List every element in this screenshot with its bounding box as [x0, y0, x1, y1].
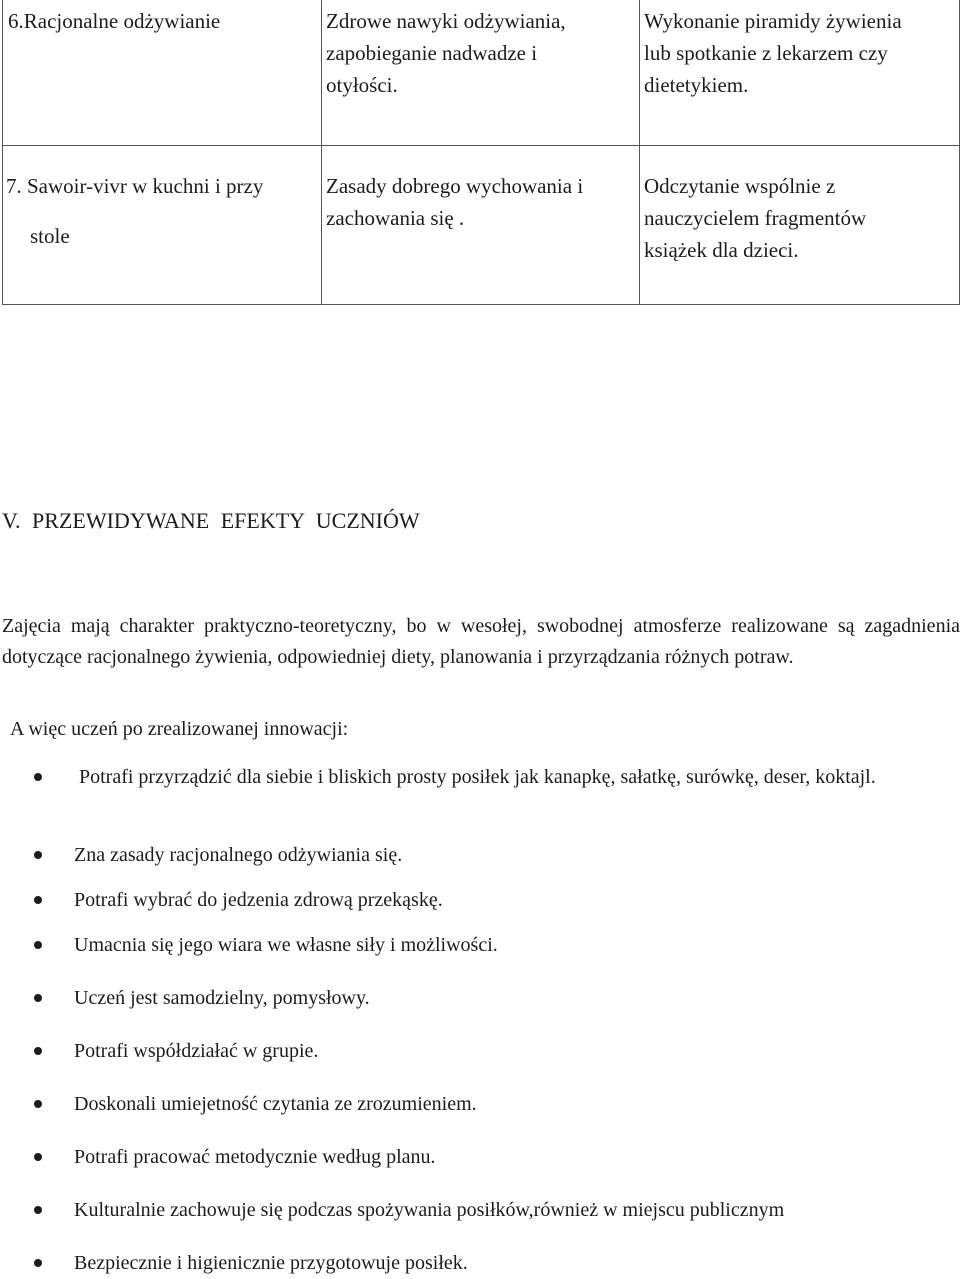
bullet-icon [34, 1047, 42, 1055]
cell-line: 7. Sawoir-vivr w kuchni i przy [6, 174, 264, 198]
cell-line: dietetykiem. [644, 73, 749, 97]
cell-line: Zasady dobrego wychowania i [326, 174, 584, 198]
list-item: Potrafi wybrać do jedzenia zdrową przekąskę. [74, 889, 443, 911]
list-item: Kulturalnie zachowuje się podczas spożywania posiłków,również w miejscu publicznym [74, 1199, 785, 1221]
cell-line: zachowania się . [326, 206, 465, 230]
bullet-icon [34, 1206, 42, 1214]
cell-line: Odczytanie wspólnie z [644, 174, 836, 198]
list-item: Zna zasady racjonalnego odżywiania się. [74, 844, 403, 866]
cell-line: 6.Racjonalne odżywianie [8, 9, 221, 33]
cell-line: nauczycielem fragmentów [644, 206, 867, 230]
bullet-icon [34, 1259, 42, 1267]
cell-line: stole [30, 224, 70, 248]
cell-line: zapobieganie nadwadze i [326, 41, 538, 65]
bullet-icon [34, 1100, 42, 1108]
bullet-icon [34, 941, 42, 949]
bullet-icon [34, 773, 42, 781]
list-item: Bezpiecznie i higienicznie przygotowuje posiłek. [74, 1252, 468, 1274]
list-item: Potrafi przyrządzić dla siebie i bliskich prosty posiłek jak kanapkę, sałatkę, surówkę, deser, koktajl. [79, 766, 876, 788]
outcomes-lead: A więc uczeń po zrealizowanej innowacji: [10, 718, 349, 740]
bullet-icon [34, 994, 42, 1002]
bullet-icon [34, 1153, 42, 1161]
bullet-icon [34, 851, 42, 859]
list-item: Potrafi współdziałać w grupie. [74, 1040, 319, 1062]
cell-line: Wykonanie piramidy żywienia [644, 9, 902, 33]
cell-line: Zdrowe nawyki odżywiania, [326, 9, 566, 33]
cell-line: lub spotkanie z lekarzem czy [644, 41, 888, 65]
list-item: Uczeń jest samodzielny, pomysłowy. [74, 987, 370, 1009]
section-heading: V. PRZEWIDYWANE EFEKTY UCZNIÓW [2, 508, 420, 533]
list-item: Potrafi pracować metodycznie według planu. [74, 1146, 436, 1168]
list-item: Umacnia się jego wiara we własne siły i możliwości. [74, 934, 498, 956]
cell-line: otyłości. [326, 73, 398, 97]
bullet-icon [34, 896, 42, 904]
intro-paragraph: Zajęcia mają charakter praktyczno-teoretyczny, bo w wesołej, swobodnej atmosferze realizowane są zagadnienia dotyczące racjonalnego żywienia, odpowiedniej diety, planowania i przyrządzania różnych potraw. [2, 615, 960, 668]
list-item: Doskonali umiejetność czytania ze zrozumieniem. [74, 1093, 477, 1115]
cell-line: książek dla dzieci. [644, 238, 799, 262]
